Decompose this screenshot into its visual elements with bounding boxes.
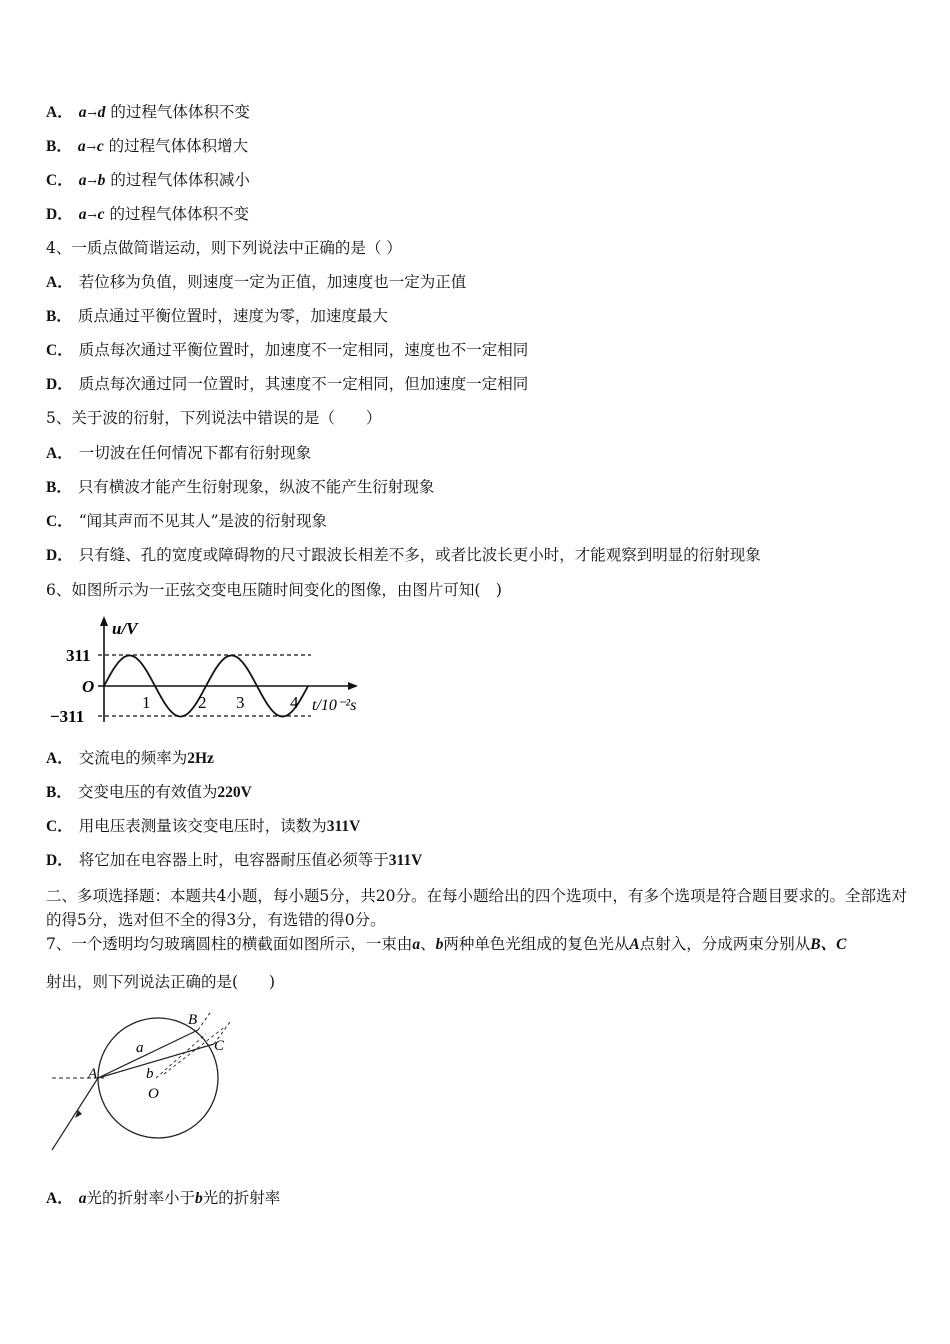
- q6-option-a: [46, 748, 214, 769]
- ray-b-label: b: [146, 1066, 154, 1082]
- q5-option-c: [46, 511, 327, 532]
- option-label: B．: [46, 784, 72, 801]
- option-value: 2Hz: [187, 750, 214, 767]
- q6-option-d: [46, 850, 422, 871]
- incident-arrow: [75, 1110, 82, 1118]
- var: a: [78, 172, 87, 189]
- q6-option-c: [46, 816, 360, 837]
- option-text: 质点每次通过同一位置时，其速度不一定相同，但加速度一定相同: [78, 375, 529, 393]
- option-text: “闻其声而不见其人”是波的衍射现象: [78, 512, 328, 530]
- option-text: 质点通过平衡位置时，速度为零，加速度最大: [77, 307, 388, 325]
- exit-ray-b-dashed: [198, 1010, 212, 1030]
- var: b: [97, 172, 106, 189]
- point-A-label: A: [88, 1066, 98, 1082]
- q4-stem: 4、一质点做简谐运动，则下列说法中正确的是（ ）: [46, 239, 402, 257]
- section2-heading: 二、多项选择题：本题共4小题，每小题5分，共20分。在每小题给出的四个选项中，有多个选项是符合题目要求的。全部选对的得5分，选对但不全的得3分，有选错的得0分。: [46, 887, 907, 929]
- stem-text: 7、一个透明均匀玻璃圆柱的横截面如图所示，一束由: [46, 935, 413, 953]
- option-text: 的过程气体体积减小: [110, 171, 250, 189]
- var: A: [629, 936, 640, 953]
- x-tick-3: 3: [236, 693, 245, 712]
- option-text: 交变电压的有效值为: [77, 783, 218, 801]
- option-value: 220V: [217, 784, 252, 801]
- x-axis-arrow: [348, 682, 358, 690]
- point-B-label: B: [188, 1012, 198, 1028]
- q7-stem-line2: 射出，则下列说法正确的是( ): [46, 973, 276, 991]
- x-tick-1: 1: [142, 693, 151, 712]
- option-text: 光的折射率: [202, 1189, 281, 1207]
- x-tick-2: 2: [198, 693, 207, 712]
- arrow: →: [87, 209, 97, 222]
- inner-dashed-1: [156, 1034, 206, 1078]
- var: b: [435, 936, 444, 953]
- arrow: →: [86, 141, 96, 154]
- option-text: 交流电的频率为: [78, 749, 188, 767]
- ray-a-label: a: [136, 1040, 144, 1056]
- origin-label: O: [82, 677, 95, 696]
- option-text: 的过程气体体积增大: [108, 137, 249, 155]
- q3-option-c: [46, 170, 250, 192]
- var: c: [96, 138, 104, 155]
- option-value: 311V: [388, 852, 423, 869]
- q7-stem-line1: [46, 934, 846, 955]
- q5-stem: 5、关于波的衍射，下列说法中错误的是（ ）: [46, 409, 382, 427]
- arrow: →: [87, 107, 97, 120]
- ray-b: [98, 1044, 214, 1078]
- y-max-label: 311: [66, 646, 91, 665]
- y-axis-label: u/V: [112, 619, 138, 638]
- option-label: B．: [46, 138, 72, 155]
- incident-ray: [52, 1078, 98, 1150]
- option-label: C．: [46, 172, 73, 189]
- option-label: A．: [46, 1190, 73, 1207]
- var: c: [97, 206, 105, 223]
- q3-option-d: [46, 204, 249, 226]
- option-label: C．: [46, 342, 73, 359]
- q4-option-c: [46, 340, 528, 361]
- y-min-label: −311: [50, 707, 85, 726]
- q3-option-a: [46, 102, 250, 124]
- var: a: [78, 206, 87, 223]
- option-label: A．: [46, 104, 73, 121]
- option-label: D．: [46, 852, 73, 869]
- option-text: 的过程气体体积不变: [110, 103, 250, 121]
- q5-option-b: [46, 477, 434, 498]
- x-tick-4: 4: [290, 693, 299, 712]
- sep: 、: [420, 935, 436, 953]
- option-text: 光的折射率小于: [86, 1189, 195, 1207]
- glass-cross-section: [98, 1018, 218, 1138]
- option-label: D．: [46, 547, 73, 564]
- stem-text: 两种单色光组成的复色光从: [443, 935, 630, 953]
- point-C-label: C: [214, 1038, 225, 1054]
- y-axis-arrow: [100, 616, 108, 626]
- q5-option-d: [46, 545, 761, 566]
- var: b: [194, 1190, 203, 1207]
- center-O-label: O: [148, 1086, 159, 1102]
- option-text: 质点每次通过平衡位置时，加速度不一定相同，速度也不一定相同: [78, 341, 529, 359]
- option-value: 311V: [326, 818, 361, 835]
- var: a: [78, 104, 87, 121]
- option-text: 若位移为负值，则速度一定为正值，加速度也一定为正值: [78, 273, 467, 291]
- stem-text: 点射入，分成两束分别从: [639, 935, 811, 953]
- option-text: 只有缝、孔的宽度或障碍物的尺寸跟波长相差不多，或者比波长更小时，才能观察到明显的衍射现象: [78, 546, 761, 564]
- var: a: [77, 138, 86, 155]
- q3-option-b: [46, 136, 248, 158]
- option-text: 只有横波才能产生衍射现象，纵波不能产生衍射现象: [77, 478, 435, 496]
- q6-option-b: [46, 782, 252, 803]
- var: d: [97, 104, 106, 121]
- option-label: B．: [46, 479, 72, 496]
- q7-option-a: [46, 1188, 280, 1209]
- arrow: →: [87, 175, 97, 188]
- q5-option-a: [46, 443, 311, 464]
- option-label: D．: [46, 376, 73, 393]
- option-label: A．: [46, 274, 73, 291]
- q4-option-b: [46, 306, 388, 327]
- option-label: A．: [46, 445, 73, 462]
- option-text: 用电压表测量该交变电压时，读数为: [78, 817, 327, 835]
- option-text: 的过程气体体积不变: [109, 205, 250, 223]
- var: a: [412, 936, 421, 953]
- glass-cylinder-figure: [46, 1008, 246, 1156]
- var: a: [78, 1190, 87, 1207]
- q4-option-a: [46, 272, 466, 293]
- option-label: C．: [46, 513, 73, 530]
- sine-voltage-graph: [46, 614, 386, 726]
- q6-stem: 6、如图所示为一正弦交变电压随时间变化的图像，由图片可知( ): [46, 581, 502, 599]
- x-axis-label: t/10⁻²s: [312, 697, 357, 714]
- option-label: D．: [46, 206, 73, 223]
- option-text: 将它加在电容器上时，电容器耐压值必须等于: [78, 851, 389, 869]
- var: B、C: [810, 936, 847, 953]
- option-label: A．: [46, 750, 73, 767]
- option-label: C．: [46, 818, 73, 835]
- q4-option-d: [46, 374, 528, 395]
- option-label: B．: [46, 308, 72, 325]
- option-text: 一切波在任何情况下都有衍射现象: [78, 444, 312, 462]
